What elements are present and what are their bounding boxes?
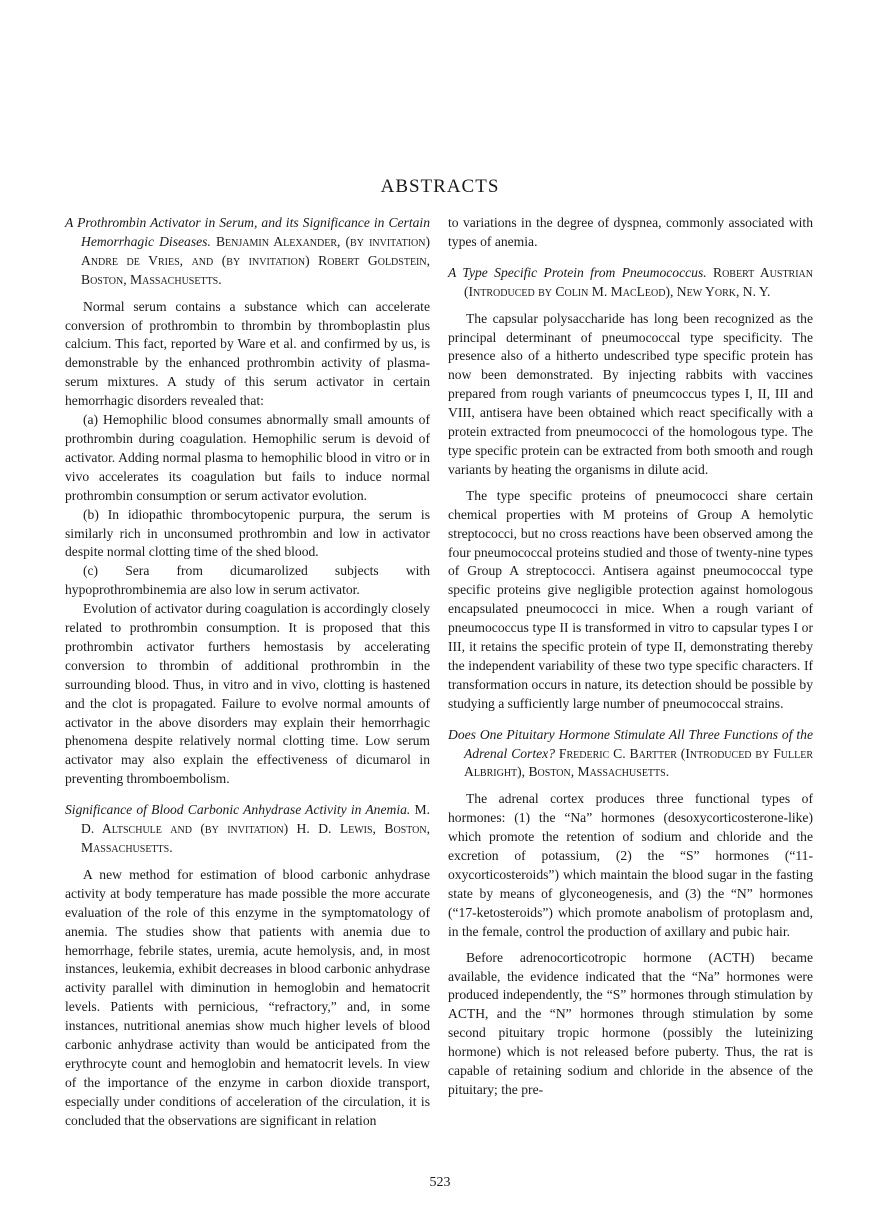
abstract-paragraph: to variations in the degree of dyspnea, commonly associated with types of anemia. [448,215,813,249]
left-column [65,214,430,1143]
abstract-paragraph: The capsular polysaccharide has long been recognized as the principal determinant of pneumococcal type specificity. The presence also of a hitherto undescribed type specific protein has now been demonstrated. By injecting rabbits with vaccines prepared from rough variants of pneumcoccus types I, II, III and VIII, antisera have been obtained which react specifically with a protein extracted from pneumococci of the homologous type. The type specific protein can be extracted from both smooth and rough variants by heating the organisms in dilute acid. [448,310,813,477]
abstract-paragraph: (c) Sera from dicumarolized subjects with hypoprothrombinemia are also low in serum activator. [65,563,430,598]
abstract-heading [65,214,430,290]
right-column [448,214,813,1112]
abstract-paragraph: The type specific proteins of pneumococci share certain chemical properties with M proteins of Group A hemolytic streptococci, but no cross reactions have been observed among the four pneumococcal proteins studied and those of twenty-nine types of Group A streptococci. Antisera against pneumococcal type specific proteins give negligible protection against homologous encapsulated pneumococci in mice. When a rough variant of pneumococcus type II is transformed in vitro to capsular types I or III, it retains the specific protein of type II, demonstrating thereby the independent variability of these two type specific characters. If transformation occurs in nature, its detection should be possible by studying a sufficiently large number of pneumococcal strains. [448,487,813,711]
abstract-pneumococcus-protein [448,264,813,714]
abstract-paragraph: The adrenal cortex produces three functional types of hormones: (1) the “Na” hormones (desoxycorticosterone-like) which promote the retention of sodium and chloride and the excretion of potassium, (2) the “S” hormones (“11-oxycorticosteroids”) which maintain the blood sugar in the fasting state by means of glyconeogenesis, and (3) the “N” hormones (“17-ketosteroids”) which promote anabolism of protoplasm and, in the female, control the production of axillary and pubic hair. [448,791,813,939]
abstract-paragraph: Before adrenocorticotropic hormone (ACTH) became available, the evidence indicated that the “Na” hormones were produced independently, the “S” hormones through stimulation by ACTH, and the “N” hormones through stimulation by some second pituitary tropic hormone (possibly the luteinizing hormone) which is not released before puberty. Thus, the rat is capable of retaining sodium and chloride in the absence of the pituitary; the pre- [448,949,813,1097]
page-title: ABSTRACTS [380,176,500,197]
abstract-authors: Benjamin Alexander, (by invitation) Andre de Vries, and (by invitation) Robert Goldstein, Boston, Massachusetts. [81,233,430,287]
page-number: 523 [429,1175,451,1190]
abstract-title: Significance of Blood Carbonic Anhydrase Activity in Anemia. [65,802,411,818]
abstract-heading [448,264,813,302]
abstract-paragraph: (b) In idiopathic thrombocytopenic purpura, the serum is similarly rich in unconsumed prothrombin and low in activator despite normal clotting time of the shed blood. [65,506,430,560]
abstract-heading [448,726,813,783]
abstract-paragraph: (a) Hemophilic blood consumes abnormally small amounts of prothrombin during coagulation. Hemophilic serum is devoid of activator. Adding normal plasma to hemophilic blood in vitro or in vivo accelerates its coagulation but fails to induce normal prothrombin consumption or serum activator evolution. [65,412,430,503]
abstract-title: A Prothrombin Activator in Serum, and its Significance in Certain Hemorrhagic Diseases. [65,215,430,249]
abstract-paragraph: Normal serum contains a substance which can accelerate conversion of prothrombin to thrombin by thromboplastin plus calcium. This fact, reported by Ware et al. and confirmed by us, is demonstrable by the enhanced prothrombin activity of plasma-serum mixtures. A study of this serum activator in certain hemorrhagic disorders revealed that: [65,298,430,409]
abstract-carbonic-anhydrase [65,801,430,1130]
abstract-paragraph: A new method for estimation of blood carbonic anhydrase activity at body temperature has made possible the more accurate evaluation of the role of this enzyme in the symptomatology of anemia. The studies show that patients with anemia due to hemorrhage, febrile states, uremia, acute hemolysis, and, in most instances, leukemia, exhibit decreases in blood carbonic anhydrase activity parallel with diminution in hemoglobin and hematocrit levels. Patients with pernicious, “refractory,” and, in some instances, nutritional anemias show much higher levels of blood carbonic anhydrase activity than would be anticipated from the erythrocyte count and hemoglobin and hematocrit levels. In view of the importance of the enzyme in carbon dioxide transport, especially under conditions of acceleration of the circulation, it is concluded that the observations are significant in relation [65,866,430,1128]
abstract-authors: Robert Austrian (Introduced by Colin M. MacLeod), New York, N. Y. [464,264,813,299]
abstract-authors: Frederic C. Bartter (Introduced by Fuller Albright), Boston, Massachusetts. [464,745,814,780]
abstract-authors: M. D. Altschule and (by invitation) H. D. Lewis, Boston, Massachusetts. [81,802,430,855]
abstract-continuation [448,214,813,252]
abstract-pituitary-hormone [448,726,813,1100]
abstract-title: Does One Pituitary Hormone Stimulate All Three Functions of the Adrenal Cortex? [448,726,813,761]
abstract-prothrombin-activator [65,214,430,789]
abstract-paragraph: Evolution of activator during coagulation is accordingly closely related to prothrombin consumption. It is proposed that this prothrombin activator furthers hemostasis by accelerating conversion to thrombin of additional prothrombin in the surrounding blood. Thus, in vitro and in vivo, clotting is hastened and the clot is propagated. Failure to evolve normal amounts of activator in the above disorders may explain their hemorrhagic phenomena despite relatively normal clotting time. Low serum activator may also explain the effectiveness of dicumarol in preventing thromboembolism. [65,601,430,787]
abstract-title: A Type Specific Protein from Pneumococcus. [448,264,707,280]
abstract-heading [65,801,430,858]
